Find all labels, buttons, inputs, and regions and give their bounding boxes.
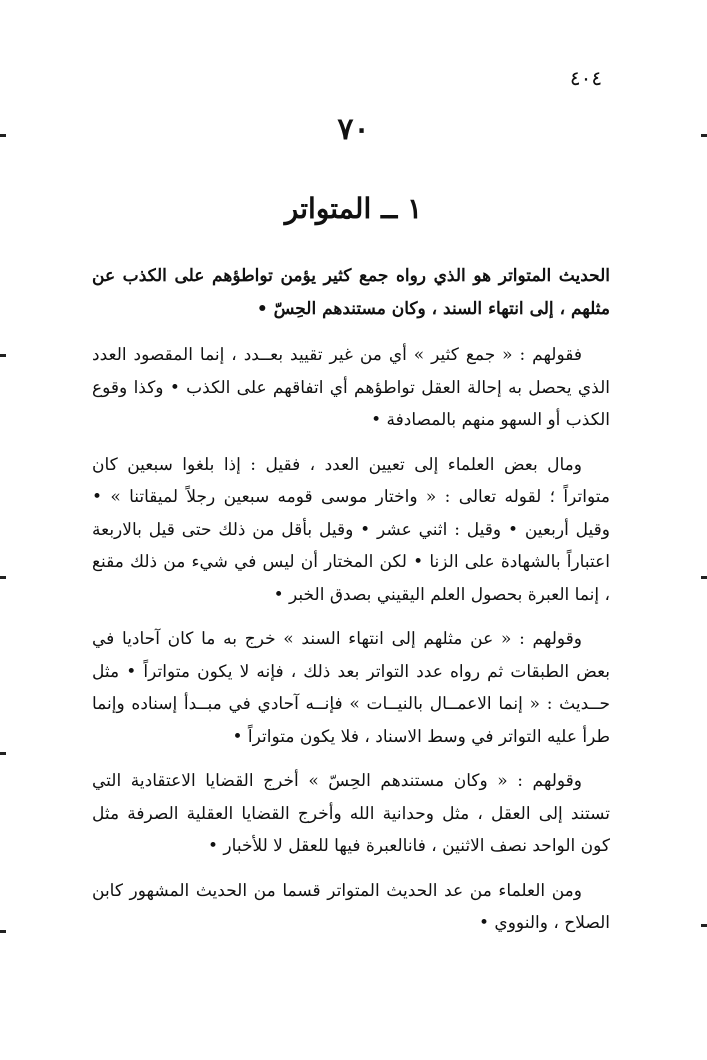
page-number: ٤٠٤: [569, 66, 603, 90]
margin-mark: [0, 134, 6, 137]
margin-mark: [701, 134, 707, 137]
body-text: [92, 260, 610, 952]
chapter-number: ٧٠: [337, 112, 370, 147]
margin-mark: [0, 752, 6, 755]
margin-mark: [701, 924, 707, 927]
paragraph: فقولهم : « جمع كثير » أي من غير تقييد بعــدد ، إنما المقصود العدد الذي يحصل به إحالة العقل تواطؤهم أي اتفاقهم على الكذب • وكذا وقوع الكذب أو السهو منهم بالمصادفة •: [92, 345, 610, 430]
margin-mark: [0, 354, 6, 357]
definition-paragraph: الحديث المتواتر هو الذي رواه جمع كثير يؤمن تواطؤهم على الكذب عن مثلهم ، إلى انتهاء السند ، وكان مستندهم الحِسّ •: [92, 266, 610, 319]
section-title: ١ ــ المتواتر: [284, 192, 423, 225]
paragraph: وقولهم : « وكان مستندهم الحِسّ » أخرج القضايا الاعتقادية التي تستند إلى العقل ، مثل وحدانية الله وأخرج القضايا العقلية الصرفة مثل كون الواحد نصف الاثنين ، فانالعبرة فيها للعقل لا للأخبار •: [92, 771, 610, 856]
margin-mark: [0, 576, 6, 579]
paragraph: وقولهم : « عن مثلهم إلى انتهاء السند » خرج به ما كان آحاديا في بعض الطبقات ثم رواه عدد التواتر بعد ذلك ، فإنه لا يكون متواتراً • مثل حــديث : « إنما الاعمــال بالنيــات » فإنــه آحادي في مبــدأ إسناده وإنما طرأ عليه التواتر في وسط الاسناد ، فلا يكون متواتراً •: [92, 629, 610, 747]
margin-mark: [0, 930, 6, 933]
paragraph: ومال بعض العلماء إلى تعيين العدد ، فقيل : إذا بلغوا سبعين كان متواتراً ؛ لقوله تعالى : « واختار موسى قومه سبعين رجلاً لميقاتنا » • وقيل أربعين • وقيل : اثني عشر • وقيل بأقل من ذلك حتى قيل بالاربعة اعتباراً بالشهادة على الزنا • لكن المختار أن ليس في شيء من ذلك مقنع ، إنما العبرة بحصول العلم اليقيني بصدق الخبر •: [92, 454, 610, 605]
paragraph: ومن العلماء من عد الحديث المتواتر قسما من الحديث المشهور كابن الصلاح ، والنووي •: [92, 880, 610, 933]
margin-mark: [701, 576, 707, 579]
